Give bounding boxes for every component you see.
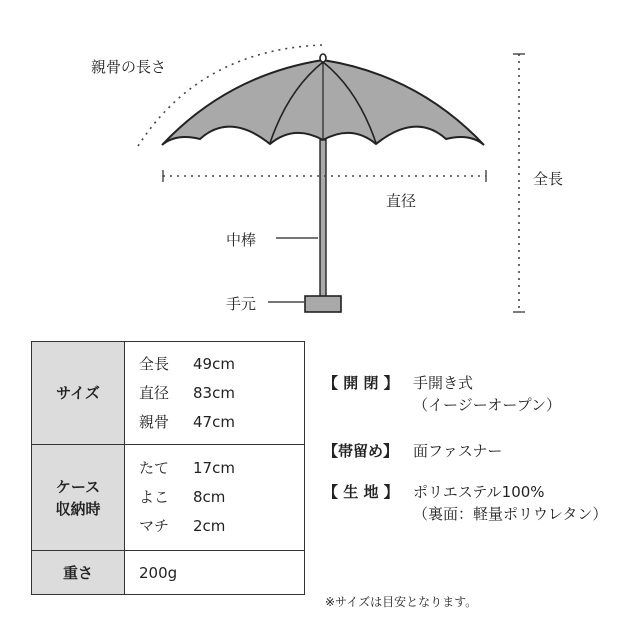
case-row [32,445,305,551]
handle-label: 手元 [226,295,257,313]
diameter-label: 直径 [386,192,417,210]
opening-tag: 【 開 閉 】 [323,374,399,392]
fabric-sub: （裏面：軽量ポリウレタン） [413,505,608,523]
fabric-value: ポリエステル100% [413,483,545,501]
size-total-length: 全長 49cm [139,354,235,373]
rib-length-label: 親骨の長さ [91,58,167,76]
case-header: ケース 収納時 [32,445,125,551]
fastener-tag: 【帯留め】 [323,442,399,460]
size-row [32,342,305,445]
fastener-info [323,440,502,462]
size-values [125,342,305,445]
case-height: たて 17cm [139,459,235,477]
umbrella-handle [305,296,341,312]
shaft-label: 中棒 [226,231,257,249]
size-header: サイズ [32,342,125,445]
total-length-label: 全長 [533,170,564,188]
fabric-tag: 【 生 地 】 [323,483,399,501]
weight-row [32,551,305,595]
spec-table [31,341,305,595]
size-diameter: 直径 83cm [139,383,235,402]
size-rib: 親骨 47cm [139,412,235,431]
case-width: よこ 8cm [139,488,226,506]
umbrella-shaft [320,140,326,297]
case-values [125,445,305,551]
weight-header: 重さ [32,551,125,595]
opening-sub: （イージーオープン） [413,396,562,414]
weight-value: 200g [125,551,305,595]
case-depth: マチ 2cm [139,517,226,535]
fabric-info [323,481,607,525]
umbrella-tip [320,54,326,62]
opening-info [323,372,561,416]
size-note: ※サイズは目安となります。 [325,595,478,609]
opening-value: 手開き式 [413,374,474,392]
fastener-value: 面ファスナー [413,442,503,460]
